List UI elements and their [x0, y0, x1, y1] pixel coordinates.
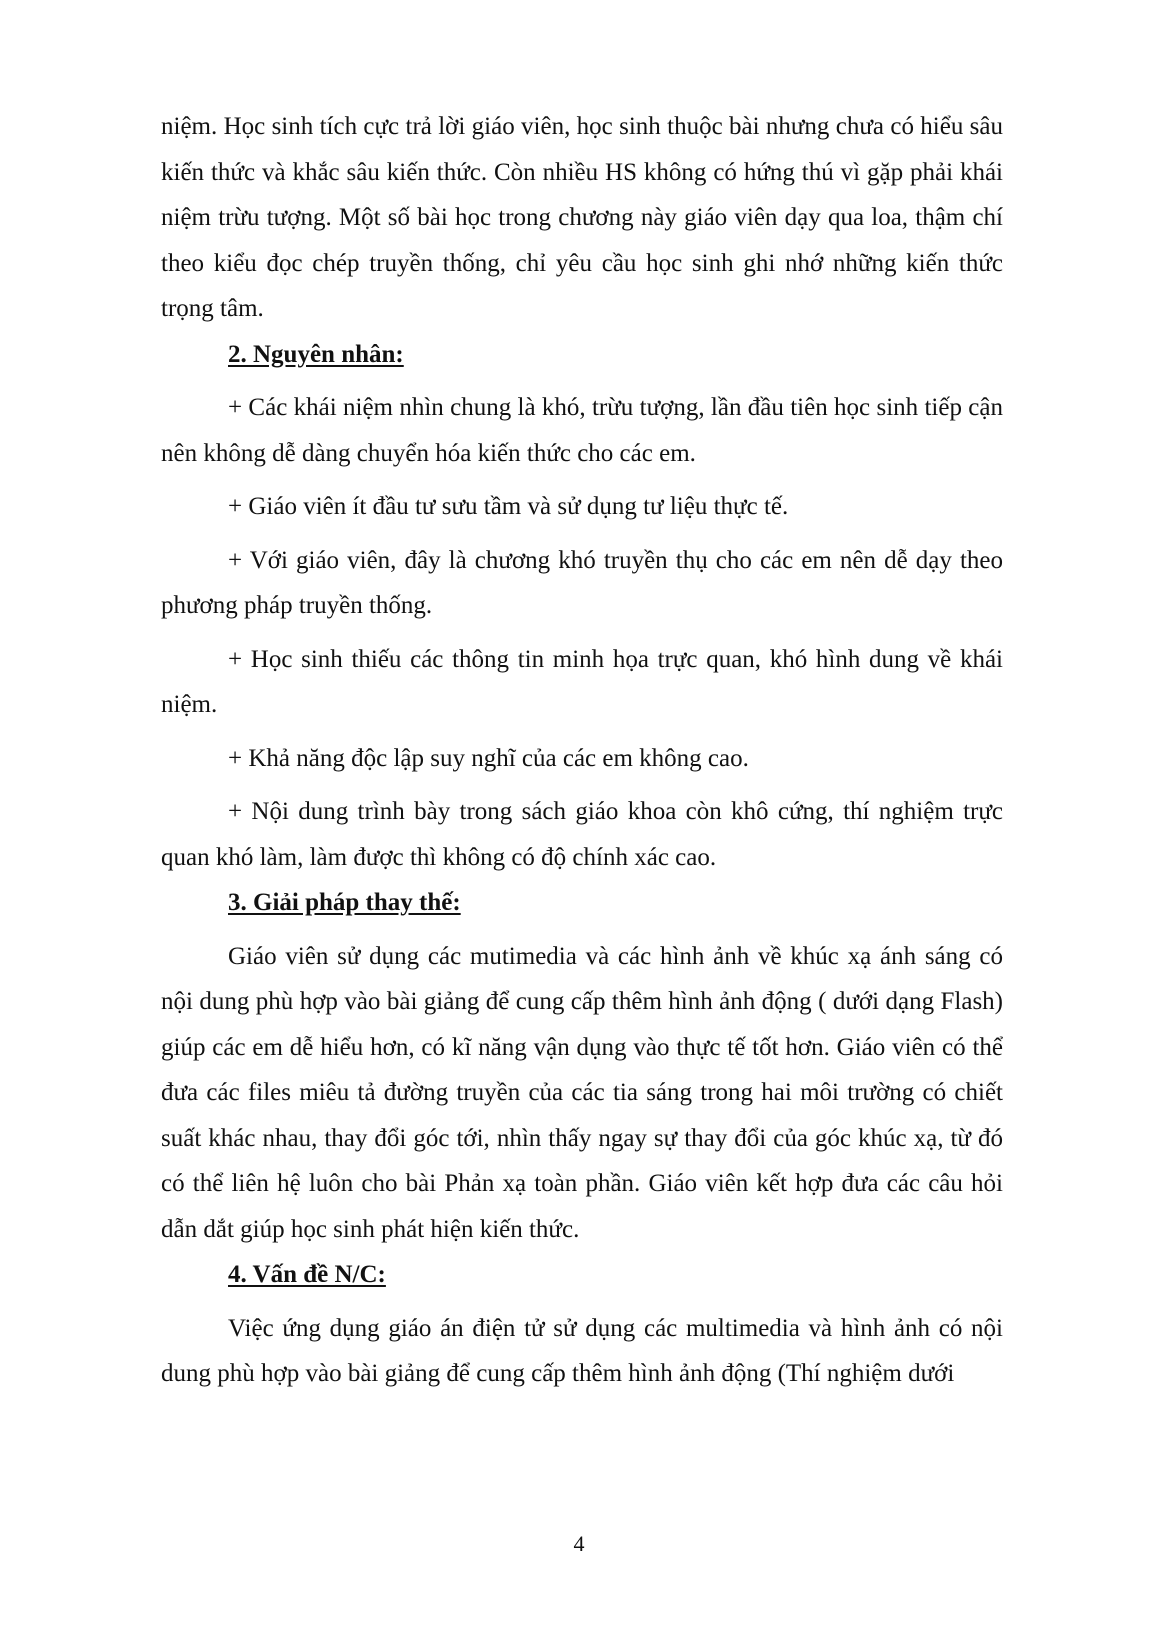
- section-4-heading: 4. Vấn đề N/C:: [228, 1261, 386, 1288]
- cause-item-5: + Khả năng độc lập suy nghĩ của các em không cao.: [228, 744, 749, 772]
- intro-paragraph: niệm. Học sinh tích cực trả lời giáo viên, học sinh thuộc bài nhưng chưa có hiểu sâu kiến thức và khắc sâu kiến thức. Còn nhiều HS không có hứng thú vì gặp phải khái niệm trừu tượng. Một số bài học trong chương này giáo viên dạy qua loa, thậm chí theo kiểu đọc chép truyền thống, chỉ yêu cầu học sinh ghi nhớ những kiến thức trọng tâm.: [161, 113, 1003, 322]
- page-number: 4: [573, 1531, 585, 1556]
- cause-item-2: + Giáo viên ít đầu tư sưu tầm và sử dụng tư liệu thực tế.: [228, 493, 789, 520]
- section-4-paragraph: Việc ứng dụng giáo án điện tử sử dụng các multimedia và hình ảnh có nội dung phù hợp vào bài giảng để cung cấp thêm hình ảnh động (Thí nghiệm dưới: [161, 1314, 1003, 1387]
- cause-item-1: + Các khái niệm nhìn chung là khó, trừu tượng, lần đầu tiên học sinh tiếp cận nên không dễ dàng chuyển hóa kiến thức cho các em.: [161, 394, 1003, 467]
- cause-item-3: + Với giáo viên, đây là chương khó truyền thụ cho các em nên dễ dạy theo phương pháp truyền thống.: [161, 546, 1003, 619]
- section-3-heading: 3. Giải pháp thay thế:: [228, 889, 461, 916]
- cause-item-4: + Học sinh thiếu các thông tin minh họa trực quan, khó hình dung về khái niệm.: [161, 645, 1003, 718]
- cause-item-6: + Nội dung trình bày trong sách giáo khoa còn khô cứng, thí nghiệm trực quan khó làm, làm được thì không có độ chính xác cao.: [161, 798, 1003, 871]
- section-2-heading: 2. Nguyên nhân:: [228, 340, 404, 368]
- page-body: [161, 104, 1003, 1397]
- section-3-paragraph: Giáo viên sử dụng các mutimedia và các hình ảnh về khúc xạ ánh sáng có nội dung phù hợp vào bài giảng để cung cấp thêm hình ảnh động ( dưới dạng Flash) giúp các em dễ hiểu hơn, có kĩ năng vận dụng vào thực tế tốt hơn. Giáo viên có thể đưa các files miêu tả đường truyền của các tia sáng trong hai môi trường có chiết suất khác nhau, thay đổi góc tới, nhìn thấy ngay sự thay đổi của góc khúc xạ, từ đó có thể liên hệ luôn cho bài Phản xạ toàn phần. Giáo viên kết hợp đưa các câu hỏi dẫn dắt giúp học sinh phát hiện kiến thức.: [161, 942, 1003, 1243]
